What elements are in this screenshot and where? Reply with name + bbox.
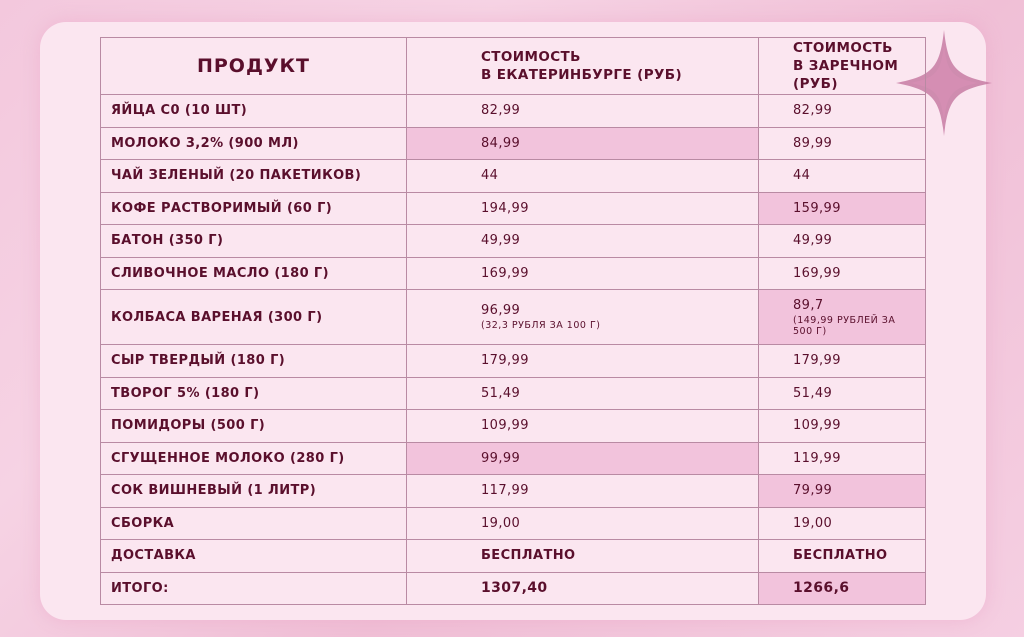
price-zarechny: 44 [759, 160, 926, 193]
price-note: (32,3 РУБЛЯ ЗА 100 Г) [481, 320, 601, 331]
price-zarechny: 49,99 [759, 225, 926, 258]
table-row [101, 127, 926, 160]
price-ekaterinburg: 82,99 [407, 95, 759, 128]
price-zarechny: 89,99 [759, 127, 926, 160]
price-ekaterinburg: 99,99 [407, 442, 759, 475]
price-ekaterinburg: 49,99 [407, 225, 759, 258]
table-row [101, 95, 926, 128]
price-note: (149,99 РУБЛЕЙ ЗА 500 Г) [793, 314, 896, 337]
table-row [101, 225, 926, 258]
product-name: СОК ВИШНЕВЫЙ (1 ЛИТР) [101, 475, 407, 508]
table-row [101, 410, 926, 443]
product-name: ДОСТАВКА [101, 540, 407, 573]
product-name: ЯЙЦА С0 (10 ШТ) [101, 95, 407, 128]
price-zarechny: 109,99 [759, 410, 926, 443]
price-ekaterinburg: 194,99 [407, 192, 759, 225]
header-zarechny-line1: СТОИМОСТЬ [793, 40, 893, 56]
header-ekaterinburg-line2: В ЕКАТЕРИНБУРГЕ (РУБ) [481, 67, 683, 83]
price-value: 96,99 [481, 303, 521, 318]
total-zarechny: 1266,6 [759, 572, 926, 605]
price-ekaterinburg: 19,00 [407, 507, 759, 540]
table-row [101, 377, 926, 410]
product-name: ПОМИДОРЫ (500 Г) [101, 410, 407, 443]
price-zarechny: 169,99 [759, 257, 926, 290]
header-ekaterinburg-line1: СТОИМОСТЬ [481, 49, 581, 65]
table-header-row [101, 38, 926, 95]
table-row [101, 257, 926, 290]
product-name: БАТОН (350 Г) [101, 225, 407, 258]
header-ekaterinburg [407, 38, 759, 95]
table-row-total [101, 572, 926, 605]
price-zarechny: 82,99 [759, 95, 926, 128]
product-name: СГУЩЕННОЕ МОЛОКО (280 Г) [101, 442, 407, 475]
price-zarechny: 19,00 [759, 507, 926, 540]
price-ekaterinburg: 117,99 [407, 475, 759, 508]
product-name: СБОРКА [101, 507, 407, 540]
price-ekaterinburg: БЕСПЛАТНО [407, 540, 759, 573]
price-zarechny: 179,99 [759, 345, 926, 378]
price-zarechny: 119,99 [759, 442, 926, 475]
price-ekaterinburg [407, 290, 759, 345]
price-comparison-table [100, 37, 926, 605]
price-ekaterinburg: 84,99 [407, 127, 759, 160]
product-name: МОЛОКО 3,2% (900 МЛ) [101, 127, 407, 160]
product-name: ЧАЙ ЗЕЛЕНЫЙ (20 ПАКЕТИКОВ) [101, 160, 407, 193]
table-row [101, 540, 926, 573]
table-row [101, 345, 926, 378]
price-ekaterinburg: 169,99 [407, 257, 759, 290]
price-zarechny: 51,49 [759, 377, 926, 410]
price-ekaterinburg: 51,49 [407, 377, 759, 410]
price-ekaterinburg: 109,99 [407, 410, 759, 443]
table-row [101, 475, 926, 508]
price-zarechny: 159,99 [759, 192, 926, 225]
price-ekaterinburg: 44 [407, 160, 759, 193]
table-row [101, 442, 926, 475]
price-value: 89,7 [793, 297, 824, 313]
product-name: ТВОРОГ 5% (180 Г) [101, 377, 407, 410]
price-zarechny: 79,99 [759, 475, 926, 508]
product-name: ИТОГО: [101, 572, 407, 605]
header-zarechny-line2: В ЗАРЕЧНОМ (РУБ) [793, 58, 899, 92]
product-name: КОЛБАСА ВАРЕНАЯ (300 Г) [101, 290, 407, 345]
price-zarechny [759, 290, 926, 345]
table-row [101, 507, 926, 540]
table-row [101, 192, 926, 225]
table-row [101, 290, 926, 345]
product-name: СЛИВОЧНОЕ МАСЛО (180 Г) [101, 257, 407, 290]
price-ekaterinburg: 179,99 [407, 345, 759, 378]
product-name: СЫР ТВЕРДЫЙ (180 Г) [101, 345, 407, 378]
price-zarechny: БЕСПЛАТНО [759, 540, 926, 573]
header-zarechny [759, 38, 926, 95]
table-row [101, 160, 926, 193]
header-product: ПРОДУКТ [101, 38, 407, 95]
total-ekaterinburg: 1307,40 [407, 572, 759, 605]
product-name: КОФЕ РАСТВОРИМЫЙ (60 Г) [101, 192, 407, 225]
